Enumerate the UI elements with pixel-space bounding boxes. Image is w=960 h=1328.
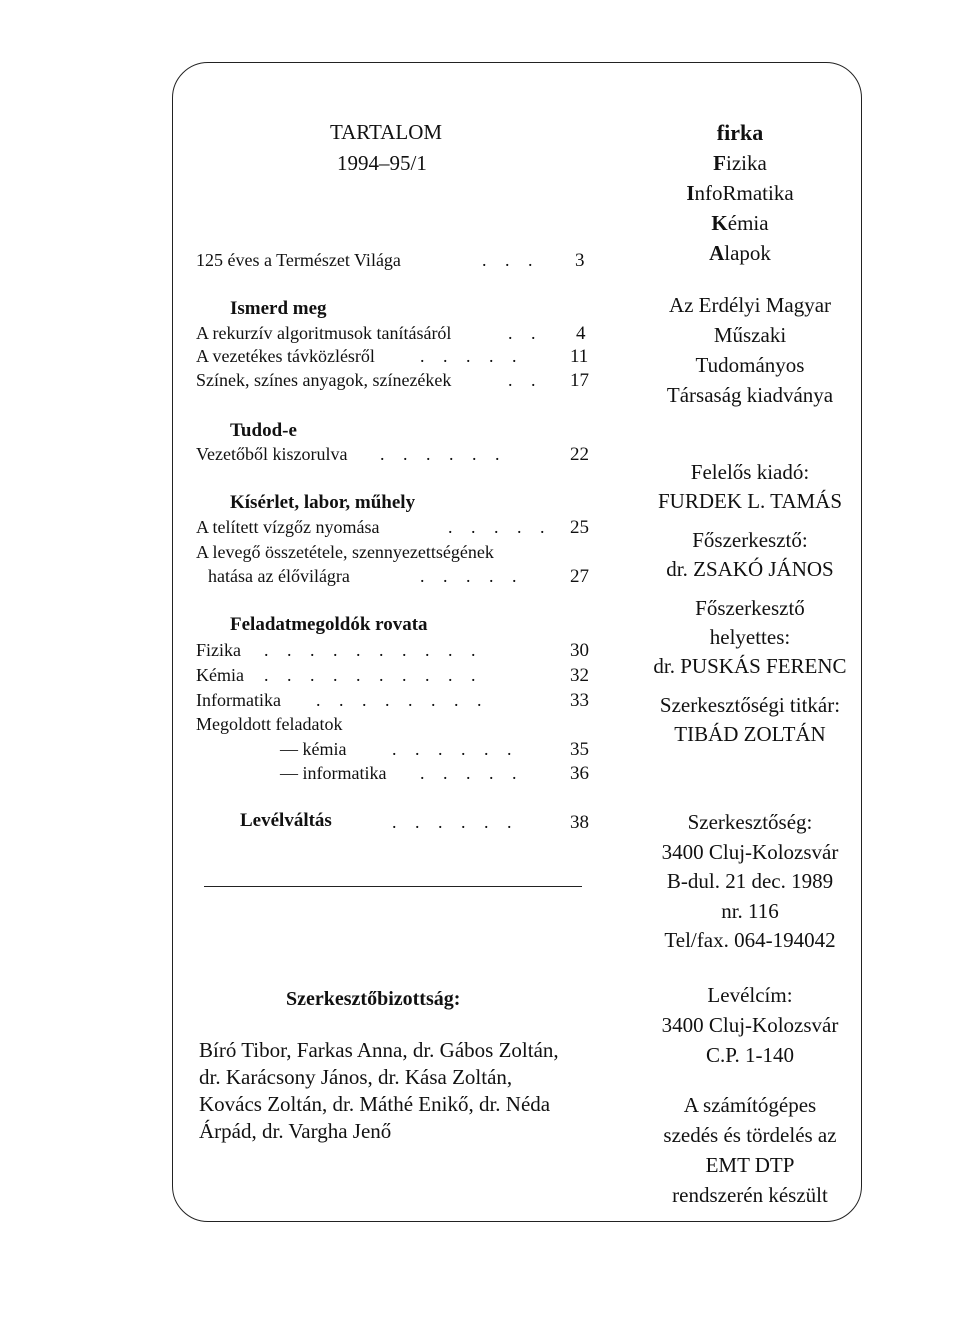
subject-rest: izika <box>726 151 767 175</box>
secretary-name: TIBÁD ZOLTÁN <box>674 722 826 746</box>
toc-entry-text: — informatika <box>280 763 387 783</box>
subject-initial: A <box>709 241 725 265</box>
publisher-line: Az Erdélyi Magyar <box>668 293 832 317</box>
subject-line <box>620 238 860 268</box>
publisher-line: Műszaki <box>713 323 787 347</box>
secretary-label: Szerkesztőségi titkár: <box>659 693 841 717</box>
toc-entry-dots: . . . . . . . . <box>316 690 489 710</box>
toc-entry-dots: . . . . . . . . . . <box>264 640 483 660</box>
toc-entry-text: A levegő összetétele, szennyezettségének <box>196 542 494 562</box>
section-levelvaltas: Levélváltás <box>240 810 332 831</box>
toc-entry-text: Színek, színes anyagok, színezékek <box>196 370 452 390</box>
subject-initial: I <box>686 181 695 205</box>
editor-label: Főszerkesztő: <box>692 528 808 552</box>
toc-entry-text: Kémia <box>196 665 244 685</box>
toc-entry-text: Informatika <box>196 690 281 710</box>
toc-title: TARTALOM <box>330 120 443 144</box>
masthead <box>620 118 860 268</box>
section-feladatmegoldok: Feladatmegoldók rovata <box>230 614 428 635</box>
toc-entry-text: — kémia <box>280 739 347 759</box>
toc-entry-dots: . . <box>508 323 543 343</box>
deputy-label: Főszerkesztő <box>695 596 805 620</box>
magazine-name: firka <box>716 120 764 145</box>
toc-entry-page: 33 <box>570 690 589 711</box>
toc-entry-page: 17 <box>570 370 589 391</box>
dtp-block <box>620 1090 880 1210</box>
publisher-line: Tudományos <box>695 353 805 377</box>
editor-name: dr. ZSAKÓ JÁNOS <box>666 557 834 581</box>
mail-line: C.P. 1-140 <box>705 1043 795 1067</box>
toc-entry-dots: . . . . . <box>420 763 524 783</box>
dtp-line: EMT DTP <box>705 1153 795 1177</box>
toc-entry-dots: . . <box>508 370 543 390</box>
responsible-name: FURDEK L. TAMÁS <box>657 489 843 513</box>
dtp-line: szedés és tördelés az <box>663 1123 837 1147</box>
subject-line <box>620 148 860 178</box>
toc-entry-dots: . . . . . <box>420 346 524 366</box>
committee-line: dr. Karácsony János, dr. Kása Zoltán, <box>199 1065 513 1089</box>
toc-entry-text: A telített vízgőz nyomása <box>196 517 380 537</box>
office-line: nr. 116 <box>721 898 779 923</box>
mail-label: Levélcím: <box>707 983 793 1007</box>
toc-entry-text: Megoldott feladatok <box>196 714 343 734</box>
office-block <box>620 808 880 956</box>
toc-entry-dots: . . . . . . <box>380 444 507 464</box>
section-ismerd-meg: Ismerd meg <box>230 298 327 319</box>
deputy-label: helyettes: <box>709 625 791 649</box>
toc-entry-dots: . . . . . . <box>392 812 519 832</box>
subject-rest: nfoRmatika <box>694 181 794 205</box>
toc-entry-page: 36 <box>570 763 589 784</box>
toc-entry-page: 27 <box>570 566 589 587</box>
dtp-line: rendszerén készült <box>672 1183 828 1207</box>
committee-line: Bíró Tibor, Farkas Anna, dr. Gábos Zoltán, <box>199 1038 559 1062</box>
responsible-label: Felelős kiadó: <box>690 460 810 484</box>
office-line: B-dul. 21 dec. 1989 <box>666 869 834 893</box>
toc-entry-page: 38 <box>570 812 589 833</box>
section-kiserlet: Kísérlet, labor, műhely <box>230 492 416 513</box>
toc-entry-dots: . . . . . . . . . . <box>264 665 483 685</box>
toc-entry-page: 4 <box>576 323 586 344</box>
toc-entry-dots: . . . . . . <box>392 739 519 759</box>
toc-entry-page: 35 <box>570 739 589 760</box>
office-line: 3400 Cluj-Kolozsvár <box>661 839 839 864</box>
toc-entry-text: hatása az élővilágra <box>208 566 350 586</box>
toc-entry-page: 32 <box>570 665 589 686</box>
divider-line <box>204 886 582 887</box>
staff-block <box>620 458 880 749</box>
toc-entry-page: 11 <box>570 346 589 367</box>
subject-initial: K <box>711 211 728 235</box>
section-tudod-e: Tudod-e <box>230 420 297 441</box>
toc-entry-text: Fizika <box>196 640 241 660</box>
toc-entry-dots: . . . . . <box>420 566 524 586</box>
toc-entry-page: 30 <box>570 640 589 661</box>
subject-rest: lapok <box>724 241 771 265</box>
subject-line <box>620 208 860 238</box>
toc-entry-text: Vezetőből kiszorulva <box>196 444 348 464</box>
toc-entry-text: A rekurzív algoritmusok tanításáról <box>196 323 452 343</box>
toc-entry-dots: . . . . . <box>448 517 552 537</box>
committee-line: Kovács Zoltán, dr. Máthé Enikő, dr. Néda <box>199 1092 551 1116</box>
toc-entry-dots: . . . <box>482 250 540 270</box>
subject-line <box>620 178 860 208</box>
dtp-line: A számítógépes <box>683 1093 817 1117</box>
subject-rest: émia <box>727 211 769 235</box>
toc-entry-text: 125 éves a Természet Világa <box>196 250 401 270</box>
office-line: Tel/fax. 064-194042 <box>664 928 836 952</box>
subject-initial: F <box>713 151 726 175</box>
mail-block <box>620 980 880 1070</box>
office-label: Szerkesztőség: <box>687 810 813 834</box>
publisher-line: Társaság kiadványa <box>666 383 834 407</box>
toc-entry-page: 3 <box>575 250 585 271</box>
toc-entry-page: 25 <box>570 517 589 538</box>
committee-line: Árpád, dr. Vargha Jenő <box>199 1119 392 1143</box>
toc-entry-text: A vezetékes távközlésről <box>196 346 375 366</box>
publisher-block <box>620 290 880 410</box>
deputy-name: dr. PUSKÁS FERENC <box>653 654 847 678</box>
committee-heading: Szerkesztőbizottság: <box>286 988 461 1010</box>
toc-issue: 1994–95/1 <box>337 151 427 175</box>
toc-entry-page: 22 <box>570 444 589 465</box>
mail-line: 3400 Cluj-Kolozsvár <box>661 1013 839 1037</box>
